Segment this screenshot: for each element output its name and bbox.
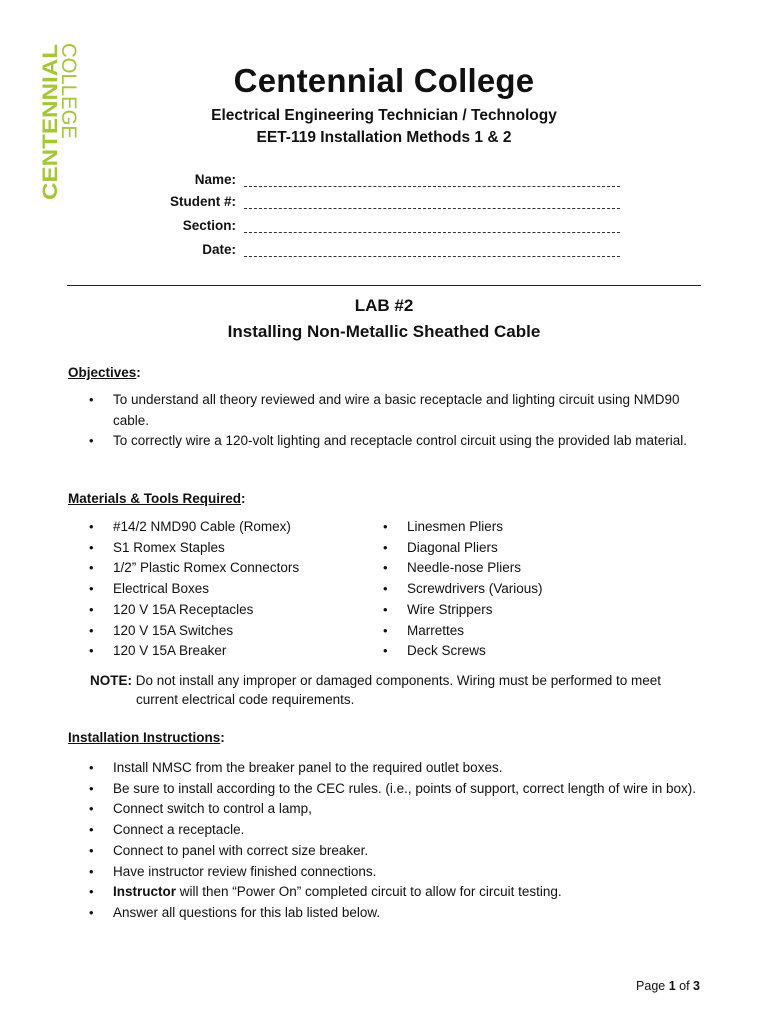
date-field[interactable] xyxy=(120,242,620,264)
section-blank-line[interactable] xyxy=(244,232,620,233)
list-item: • Answer all questions for this lab listed below. xyxy=(89,903,729,924)
list-item: • Deck Screws xyxy=(383,641,663,662)
materials-heading xyxy=(68,491,246,506)
list-item: • Marrettes xyxy=(383,621,663,642)
lab-number: LAB #2 xyxy=(354,296,414,315)
list-item: • To correctly wire a 120-volt lighting and receptacle control circuit using the provided lab material. xyxy=(89,431,709,452)
date-blank-line[interactable] xyxy=(244,256,620,257)
materials-colon: : xyxy=(241,491,246,506)
list-item: • To understand all theory reviewed and wire a basic receptacle and lighting circuit using NMD90 cable. xyxy=(89,390,709,431)
name-label: Name: xyxy=(194,172,236,187)
installation-colon: : xyxy=(220,730,225,745)
list-item: • #14/2 NMD90 Cable (Romex) xyxy=(89,517,369,538)
list-item: • S1 Romex Staples xyxy=(89,538,369,559)
student-number-field[interactable] xyxy=(120,194,620,216)
page-title: Centennial College xyxy=(233,62,535,99)
note-line-2: current electrical code requirements. xyxy=(136,692,355,707)
page-word: Page xyxy=(636,979,669,993)
list-item xyxy=(89,882,729,903)
list-item: • 1/2” Plastic Romex Connectors xyxy=(89,558,369,579)
list-item: • Be sure to install according to the CEC rules. (i.e., points of support, correct length of wire in box). xyxy=(89,779,729,800)
list-item: • Linesmen Pliers xyxy=(383,517,663,538)
logo-text-secondary: COLLEGE xyxy=(57,43,80,143)
list-item: • Needle-nose Pliers xyxy=(383,558,663,579)
lab-title: Installing Non-Metallic Sheathed Cable xyxy=(227,322,541,341)
objectives-heading-text: Objectives xyxy=(68,365,137,380)
student-number-label: Student #: xyxy=(170,194,236,209)
program-subtitle: Electrical Engineering Technician / Technology xyxy=(211,107,557,124)
list-item: • Install NMSC from the breaker panel to the required outlet boxes. xyxy=(89,758,729,779)
date-label: Date: xyxy=(202,242,236,257)
horizontal-divider xyxy=(67,285,701,286)
installation-list xyxy=(89,758,729,924)
note-label: NOTE: xyxy=(90,673,132,688)
objectives-list xyxy=(89,390,709,452)
note-line-1: Do not install any improper or damaged components. Wiring must be performed to meet xyxy=(132,673,661,688)
list-item: • Screwdrivers (Various) xyxy=(383,579,663,600)
list-item: • 120 V 15A Breaker xyxy=(89,641,369,662)
materials-list-left xyxy=(89,517,369,662)
list-item: • Connect switch to control a lamp, xyxy=(89,799,729,820)
page-number xyxy=(636,979,700,993)
list-item: • Connect to panel with correct size breaker. xyxy=(89,841,729,862)
section-label: Section: xyxy=(182,218,236,233)
list-item: • Diagonal Pliers xyxy=(383,538,663,559)
instructor-rest: will then “Power On” completed circuit to allow for circuit testing. xyxy=(176,884,562,900)
list-item: • 120 V 15A Switches xyxy=(89,621,369,642)
list-item: • Have instructor review finished connections. xyxy=(89,862,729,883)
course-subtitle: EET-119 Installation Methods 1 & 2 xyxy=(256,129,512,146)
logo-text-primary: CENTENNIAL xyxy=(39,64,62,200)
installation-heading-text: Installation Instructions xyxy=(68,730,221,745)
page-total: 3 xyxy=(693,979,700,993)
objectives-heading xyxy=(68,365,141,380)
list-item: • Electrical Boxes xyxy=(89,579,369,600)
safety-note xyxy=(90,671,690,709)
name-field[interactable] xyxy=(120,172,620,194)
page-current: 1 xyxy=(668,979,676,993)
section-field[interactable] xyxy=(120,218,620,240)
materials-heading-text: Materials & Tools Required xyxy=(68,491,242,506)
list-item: • Wire Strippers xyxy=(383,600,663,621)
list-item: • 120 V 15A Receptacles xyxy=(89,600,369,621)
objectives-colon: : xyxy=(136,365,141,380)
student-number-blank-line[interactable] xyxy=(244,208,620,209)
name-blank-line[interactable] xyxy=(244,186,620,187)
of-word: of xyxy=(675,979,694,993)
installation-heading xyxy=(68,730,225,745)
instructor-bold: Instructor xyxy=(113,884,177,900)
list-item: • Connect a receptacle. xyxy=(89,820,729,841)
materials-list-right xyxy=(383,517,663,662)
